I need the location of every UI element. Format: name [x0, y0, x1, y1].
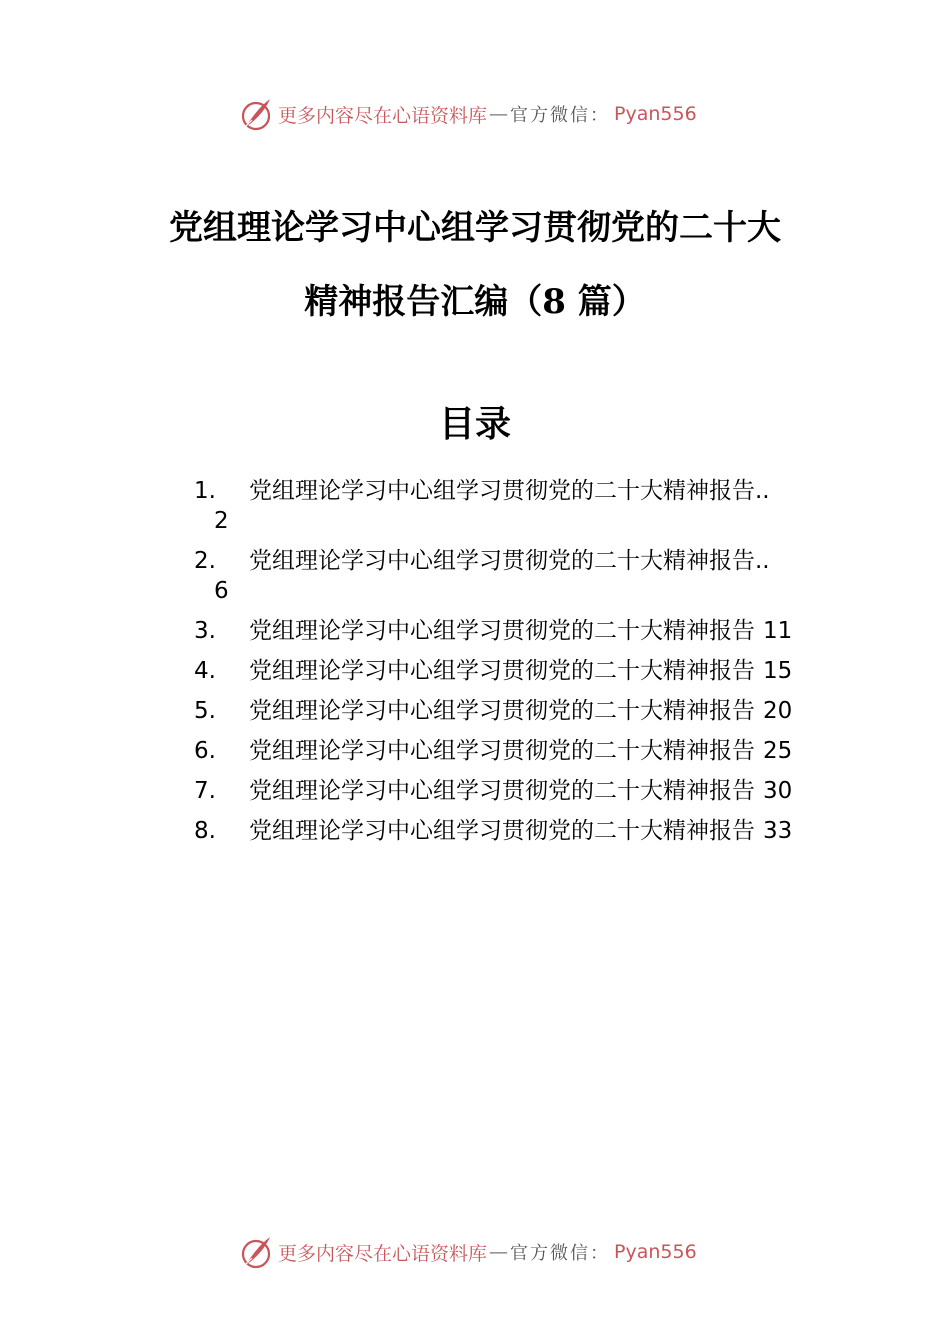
toc-item-number: 3.	[194, 618, 216, 644]
banner-account: Pyan556	[614, 1241, 697, 1263]
toc-item-page: 33	[763, 818, 793, 844]
toc-item-6[interactable]	[194, 736, 824, 776]
toc-item-number: 6.	[194, 738, 216, 764]
banner-label: 官方微信：	[510, 105, 611, 126]
toc-item-title: 党组理论学习中心组学习贯彻党的二十大精神报告	[249, 738, 755, 764]
toc-heading: 目录	[438, 403, 511, 445]
toc-item-3[interactable]	[194, 616, 824, 656]
toc-item-4[interactable]	[194, 656, 824, 696]
toc-item-page: 11	[763, 618, 793, 644]
toc-item-1[interactable]	[194, 476, 824, 546]
toc-item-page: 20	[763, 698, 793, 724]
banner-label: 官方微信：	[510, 1243, 611, 1264]
toc-item-title: 党组理论学习中心组学习贯彻党的二十大精神报告..	[249, 548, 770, 574]
document-title-line-1: 党组理论学习中心组学习贯彻党的二十大	[169, 208, 781, 248]
banner-account: Pyan556	[614, 103, 697, 125]
banner-dash: —	[489, 103, 509, 125]
toc-item-number: 8.	[194, 818, 216, 844]
banner-dash: —	[489, 1241, 509, 1263]
toc-item-title: 党组理论学习中心组学习贯彻党的二十大精神报告	[249, 698, 755, 724]
toc-item-8[interactable]	[194, 816, 824, 856]
toc-item-page: 15	[763, 658, 793, 684]
toc-item-page: 2	[214, 508, 229, 534]
toc-item-page: 25	[763, 738, 793, 764]
toc-item-7[interactable]	[194, 776, 824, 816]
quill-pen-icon	[238, 1234, 274, 1270]
footer-banner	[238, 1233, 738, 1271]
toc-item-number: 5.	[194, 698, 216, 724]
banner-slogan: 更多内容尽在心语资料库	[278, 104, 488, 127]
toc-item-number: 1.	[194, 478, 216, 504]
toc-item-2[interactable]	[194, 546, 824, 616]
table-of-contents	[194, 476, 824, 856]
header-banner	[238, 95, 738, 133]
toc-item-title: 党组理论学习中心组学习贯彻党的二十大精神报告	[249, 658, 755, 684]
toc-item-title: 党组理论学习中心组学习贯彻党的二十大精神报告	[249, 818, 755, 844]
toc-item-title: 党组理论学习中心组学习贯彻党的二十大精神报告..	[249, 478, 770, 504]
quill-pen-icon	[238, 96, 274, 132]
toc-item-5[interactable]	[194, 696, 824, 736]
toc-item-title: 党组理论学习中心组学习贯彻党的二十大精神报告	[249, 778, 755, 804]
banner-slogan: 更多内容尽在心语资料库	[278, 1242, 488, 1265]
toc-item-page: 30	[763, 778, 793, 804]
toc-item-title: 党组理论学习中心组学习贯彻党的二十大精神报告	[249, 618, 755, 644]
toc-item-number: 7.	[194, 778, 216, 804]
document-title-line-2: 精神报告汇编（8 篇）	[304, 282, 646, 322]
toc-item-number: 2.	[194, 548, 216, 574]
toc-item-page: 6	[214, 578, 229, 604]
toc-item-number: 4.	[194, 658, 216, 684]
